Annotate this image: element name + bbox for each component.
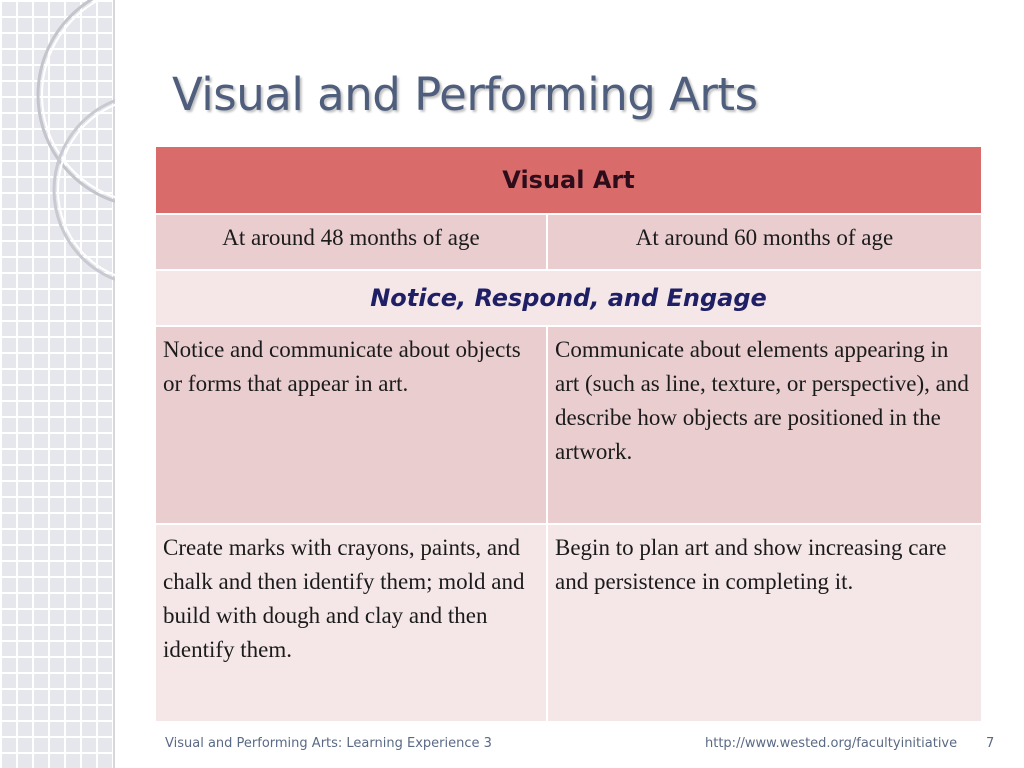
slide-title: Visual and Performing Arts xyxy=(172,68,758,121)
table-header: Visual Art xyxy=(155,146,982,214)
table-cell: Begin to plan art and show increasing care and persistence in completing it. xyxy=(547,524,982,722)
visual-art-table xyxy=(154,145,983,723)
table-cell: Communicate about elements appearing in art (such as line, texture, or perspective), and describe how objects are positioned in the artwork. xyxy=(547,326,982,524)
table-subheader: Notice, Respond, and Engage xyxy=(155,270,982,326)
page-number: 7 xyxy=(986,736,995,751)
age-60-months: At around 60 months of age xyxy=(547,214,982,270)
footer-url[interactable]: http://www.wested.org/facultyinitiative xyxy=(705,736,958,751)
age-48-months: At around 48 months of age xyxy=(155,214,547,270)
table-cell: Notice and communicate about objects or forms that appear in art. xyxy=(155,326,547,524)
table-cell: Create marks with crayons, paints, and chalk and then identify them; mold and build with dough and clay and then identify them. xyxy=(155,524,547,722)
footer-caption: Visual and Performing Arts: Learning Experience 3 xyxy=(165,736,492,751)
